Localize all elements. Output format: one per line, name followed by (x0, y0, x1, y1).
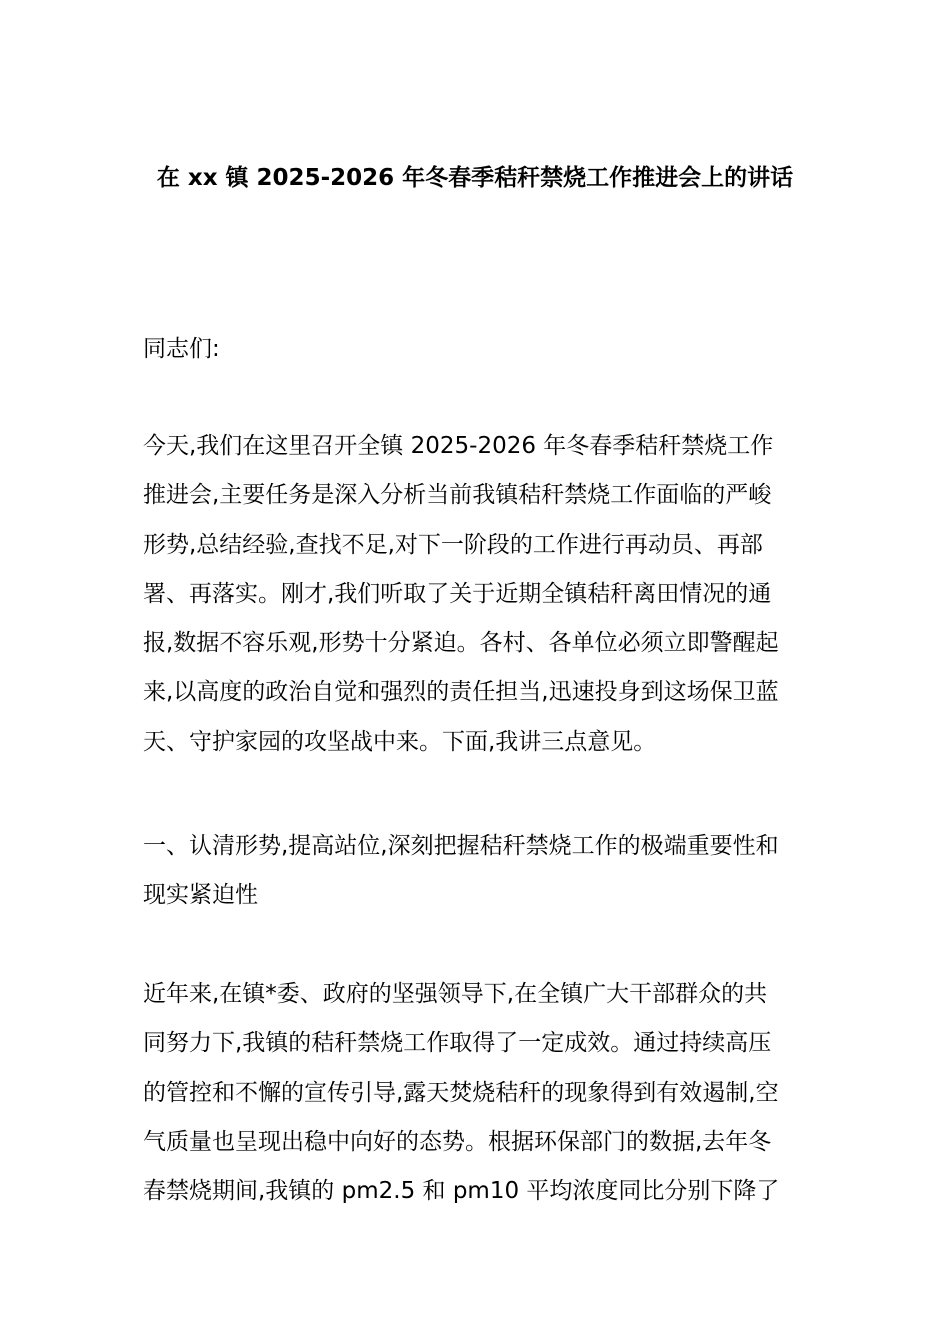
paragraph-situation (143, 970, 808, 1216)
paragraph-line: 来,以高度的政治自觉和强烈的责任担当,迅速投身到这场保卫蓝 (143, 679, 779, 706)
paragraph-line: 气质量也呈现出稳中向好的态势。根据环保部门的数据,去年冬 (143, 1128, 772, 1155)
heading-line: 一、认清形势,提高站位,深刻把握秸秆禁烧工作的极端重要性和 (143, 833, 779, 859)
salutation (143, 325, 808, 374)
paragraph-line: 春禁烧期间,我镇的 pm2.5 和 pm10 平均浓度同比分别下降了 (143, 1178, 780, 1205)
paragraph-line: 的管控和不懈的宣传引导,露天焚烧秸秆的现象得到有效遏制,空 (143, 1079, 779, 1106)
heading-line: 现实紧迫性 (143, 882, 258, 909)
section-heading-1 (143, 822, 808, 921)
paragraph-line: 推进会,主要任务是深入分析当前我镇秸秆禁烧工作面临的严峻 (143, 482, 772, 509)
paragraph-line: 同努力下,我镇的秸秆禁烧工作取得了一定成效。通过持续高压 (143, 1030, 772, 1057)
salutation-line: 同志们: (143, 336, 220, 362)
paragraph-line: 近年来,在镇*委、政府的坚强领导下,在全镇广大干部群众的共 (143, 981, 768, 1007)
paragraph-line: 署、再落实。刚才,我们听取了关于近期全镇秸秆离田情况的通 (143, 580, 772, 607)
paragraph-line: 报,数据不容乐观,形势十分紧迫。各村、各单位必须立即警醒起 (143, 630, 779, 657)
paragraph-line: 天、守护家园的攻坚战中来。下面,我讲三点意见。 (143, 728, 657, 755)
document-title: 在 xx 镇 2025-2026 年冬春季秸秆禁烧工作推进会上的讲话 (156, 165, 794, 191)
paragraph-line: 今天,我们在这里召开全镇 2025-2026 年冬春季秸秆禁烧工作 (143, 433, 774, 459)
paragraph-intro (143, 422, 808, 767)
paragraph-line: 形势,总结经验,查找不足,对下一阶段的工作进行再动员、再部 (143, 531, 763, 558)
